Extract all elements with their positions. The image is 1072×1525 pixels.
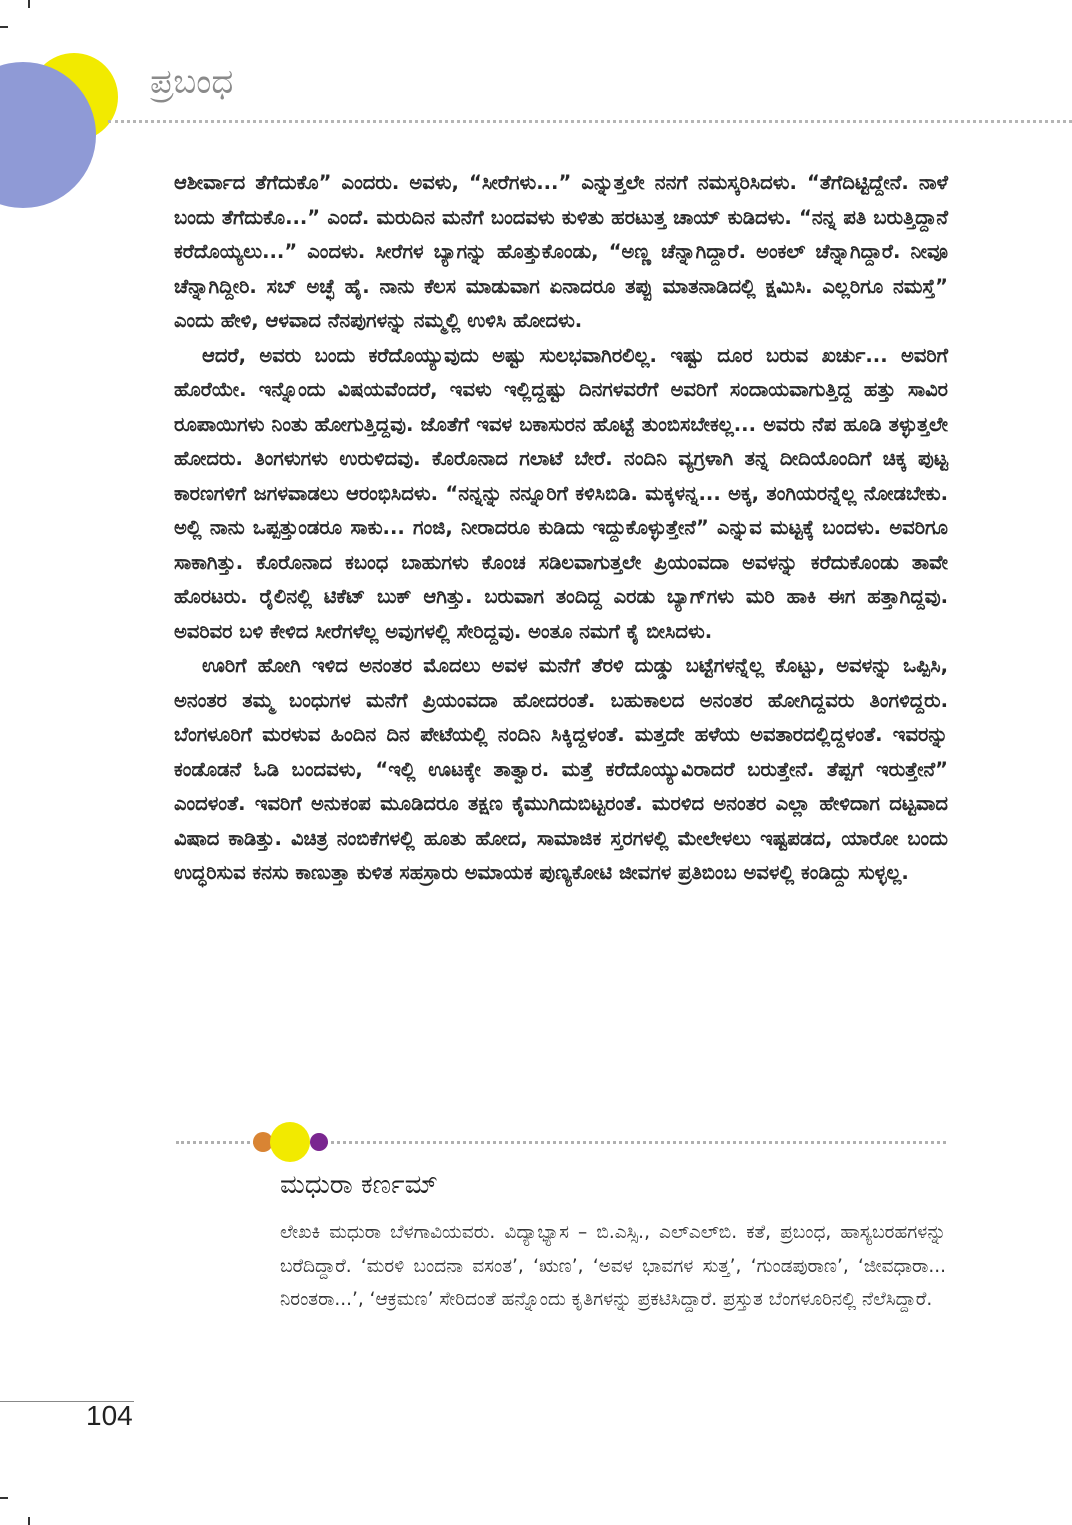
section-title: ಪ್ರಬಂಧ [150, 62, 234, 102]
essay-paragraph-2: ಆದರೆ, ಅವರು ಬಂದು ಕರೆದೊಯ್ಯುವುದು ಅಷ್ಟು ಸುಲಭವಾಗಿರಲಿಲ್ಲ. ಇಷ್ಟು ದೂರ ಬರುವ ಖರ್ಚು... ಅವರಿಗೆ ಹೊರೆಯೇ. ಇನ್ನೊಂದು ವಿಷಯವೆಂದರೆ, ಇವಳು ಇಲ್ಲಿದ್ದಷ್ಟು ದಿನಗಳವರೆಗೆ ಅವರಿಗೆ ಸಂದಾಯವಾಗುತ್ತಿದ್ದ ಹತ್ತು ಸಾವಿರ ರೂಪಾಯಿಗಳು ನಿಂತು ಹೋಗುತ್ತಿದ್ದವು. ಜೊತೆಗೆ ಇವಳ ಬಕಾಸುರನ ಹೊಟ್ಟೆ ತುಂಬಿಸಬೇಕಲ್ಲ... ಅವರು ನೆಪ ಹೂಡಿ ತಳ್ಳುತ್ತಲೇ ಹೋದರು. ತಿಂಗಳುಗಳು ಉರುಳಿದವು. ಕೊರೊನಾದ ಗಲಾಟೆ ಬೇರೆ. ನಂದಿನಿ ವ್ಯಗ್ರಳಾಗಿ ತನ್ನ ದೀದಿಯೊಂದಿಗೆ ಚಿಕ್ಕ ಪುಟ್ಟ ಕಾರಣಗಳಿಗೆ ಜಗಳವಾಡಲು ಆರಂಭಿಸಿದಳು. “ನನ್ನನ್ನು ನನ್ನೂರಿಗೆ ಕಳಿಸಿಬಿಡಿ. ಮಕ್ಕಳನ್ನ... ಅಕ್ಕ, ತಂಗಿಯರನ್ನೆಲ್ಲ ನೋಡಬೇಕು. ಅಲ್ಲಿ ನಾನು ಒಪ್ಪತ್ತುಂಡರೂ ಸಾಕು... ಗಂಜಿ, ನೀರಾದರೂ ಕುಡಿದು ಇದ್ದುಕೊಳ್ಳುತ್ತೇನೆ” ಎನ್ನುವ ಮಟ್ಟಕ್ಕೆ ಬಂದಳು. ಅವರಿಗೂ ಸಾಕಾಗಿತ್ತು. ಕೊರೊನಾದ ಕಬಂಧ ಬಾಹುಗಳು ಕೊಂಚ ಸಡಿಲವಾಗುತ್ತಲೇ ಪ್ರಿಯಂವದಾ ಅವಳನ್ನು ಕರೆದುಕೊಂಡು ತಾವೇ ಹೊರಟರು. ರೈಲಿನಲ್ಲಿ ಟಿಕೆಟ್ ಬುಕ್ ಆಗಿತ್ತು. ಬರುವಾಗ ತಂದಿದ್ದ ಎರಡು ಬ್ಯಾಗ್‌ಗಳು ಮರಿ ಹಾಕಿ ಈಗ ಹತ್ತಾಗಿದ್ದವು. ಅವರಿವರ ಬಳಿ ಕೇಳಿದ ಸೀರೆಗಳೆಲ್ಲ ಅವುಗಳಲ್ಲಿ ಸೇರಿದ್ದವು. ಅಂತೂ ನಮಗೆ ಕೈ ಬೀಸಿದಳು. [174, 343, 948, 643]
crop-mark-bottom-left [28, 1517, 30, 1525]
essay-paragraph-3: ಊರಿಗೆ ಹೋಗಿ ಇಳಿದ ಅನಂತರ ಮೊದಲು ಅವಳ ಮನೆಗೆ ತೆರಳಿ ದುಡ್ಡು ಬಟ್ಟೆಗಳನ್ನೆಲ್ಲ ಕೊಟ್ಟು, ಅವಳನ್ನು ಒಪ್ಪಿಸಿ, ಅನಂತರ ತಮ್ಮ ಬಂಧುಗಳ ಮನೆಗೆ ಪ್ರಿಯಂವದಾ ಹೋದರಂತೆ. ಬಹುಕಾಲದ ಅನಂತರ ಹೋಗಿದ್ದವರು ತಿಂಗಳಿದ್ದರು. ಬೆಂಗಳೂರಿಗೆ ಮರಳುವ ಹಿಂದಿನ ದಿನ ಪೇಟೆಯಲ್ಲಿ ನಂದಿನಿ ಸಿಕ್ಕಿದ್ದಳಂತೆ. ಮತ್ತದೇ ಹಳೆಯ ಅವತಾರದಲ್ಲಿದ್ದಳಂತೆ. ಇವರನ್ನು ಕಂಡೊಡನೆ ಓಡಿ ಬಂದವಳು, “ಇಲ್ಲಿ ಊಟಕ್ಕೇ ತಾತ್ವಾರ. ಮತ್ತೆ ಕರೆದೊಯ್ಯುವಿರಾದರೆ ಬರುತ್ತೇನೆ. ತೆಪ್ಪಗೆ ಇರುತ್ತೇನೆ” ಎಂದಳಂತೆ. ಇವರಿಗೆ ಅನುಕಂಪ ಮೂಡಿದರೂ ತಕ್ಷಣ ಕೈಮುಗಿದುಬಿಟ್ಟರಂತೆ. ಮರಳಿದ ಅನಂತರ ಎಲ್ಲಾ ಹೇಳಿದಾಗ ದಟ್ಟವಾದ ವಿಷಾದ ಕಾಡಿತ್ತು. ವಿಚಿತ್ರ ನಂಬಿಕೆಗಳಲ್ಲಿ ಹೂತು ಹೋದ, ಸಾಮಾಜಿಕ ಸ್ತರಗಳಲ್ಲಿ ಮೇಲೇಳಲು ಇಷ್ಟಪಡದ, ಯಾರೋ ಬಂದು ಉದ್ಧರಿಸುವ ಕನಸು ಕಾಣುತ್ತಾ ಕುಳಿತ ಸಹಸ್ರಾರು ಅಮಾಯಕ ಪುಣ್ಯಕೋಟಿ ಜೀವಗಳ ಪ್ರತಿಬಿಂಬ ಅವಳಲ್ಲಿ ಕಂಡಿದ್ದು ಸುಳ್ಳಲ್ಲ. [174, 654, 948, 884]
essay-paragraph-1: ಆಶೀರ್ವಾದ ತೆಗೆದುಕೊ” ಎಂದರು. ಅವಳು, “ಸೀರೆಗಳು...” ಎನ್ನುತ್ತಲೇ ನನಗೆ ನಮಸ್ಕರಿಸಿದಳು. “ತೆಗೆದಿಟ್ಟಿದ್ದೇನೆ. ನಾಳೆ ಬಂದು ತೆಗೆದುಕೊ...” ಎಂದೆ. ಮರುದಿನ ಮನೆಗೆ ಬಂದವಳು ಕುಳಿತು ಹರಟುತ್ತ ಚಾಯ್ ಕುಡಿದಳು. “ನನ್ನ ಪತಿ ಬರುತ್ತಿದ್ದಾನೆ ಕರೆದೊಯ್ಯಲು...” ಎಂದಳು. ಸೀರೆಗಳ ಬ್ಯಾಗನ್ನು ಹೊತ್ತುಕೊಂಡು, “ಅಣ್ಣ ಚೆನ್ನಾಗಿದ್ದಾರೆ. ಅಂಕಲ್ ಚೆನ್ನಾಗಿದ್ದಾರೆ. ನೀವೂ ಚೆನ್ನಾಗಿದ್ದೀರಿ. ಸಬ್ ಅಚ್ಛೆ ಹೈ. ನಾನು ಕೆಲಸ ಮಾಡುವಾಗ ಏನಾದರೂ ತಪ್ಪು ಮಾತನಾಡಿದಲ್ಲಿ ಕ್ಷಮಿಸಿ. ಎಲ್ಲರಿಗೂ ನಮಸ್ತೆ” ಎಂದು ಹೇಳಿ, ಆಳವಾದ ನೆನಪುಗಳನ್ನು ನಮ್ಮಲ್ಲಿ ಉಳಿಸಿ ಹೋದಳು. [174, 171, 948, 332]
author-bio: ಲೇಖಕಿ ಮಧುರಾ ಬೆಳಗಾವಿಯವರು. ವಿದ್ಯಾಭ್ಯಾಸ – ಬಿ.ಎಸ್ಸಿ., ಎಲ್‌ಎಲ್‌ಬಿ. ಕತೆ, ಪ್ರಬಂಧ, ಹಾಸ್ಯಬರಹಗಳನ್ನು ಬರೆದಿದ್ದಾರೆ. ‘ಮರಳಿ ಬಂದನಾ ವಸಂತ’, ‘ಋಣ’, ‘ಅವಳ ಭಾವಗಳ ಸುತ್ತ’, ‘ಗುಂಡಪುರಾಣ’, ‘ಜೀವಧಾರಾ... ನಿರಂತರಾ...’, ‘ಆಕ್ರಮಣ’ ಸೇರಿದಂತೆ ಹನ್ನೊಂದು ಕೃತಿಗಳನ್ನು ಪ್ರಕಟಿಸಿದ್ದಾರೆ. ಪ್ರಸ್ತುತ ಬೆಂಗಳೂರಿನಲ್ಲಿ ನೆಲೆಸಿದ್ದಾರೆ. [280, 1222, 946, 1310]
essay-body [174, 166, 948, 891]
separator-purple-dot [310, 1133, 328, 1151]
separator-yellow-dot [270, 1122, 310, 1162]
author-name: ಮಧುರಾ ಕರ್ಣಮ್ [280, 1170, 438, 1200]
crop-mark-left-lower [0, 1497, 8, 1499]
page-number: 104 [86, 1400, 133, 1431]
crop-mark-left-upper [0, 26, 8, 28]
header-dotted-rule [108, 120, 1072, 123]
crop-mark-top-left [28, 0, 30, 8]
